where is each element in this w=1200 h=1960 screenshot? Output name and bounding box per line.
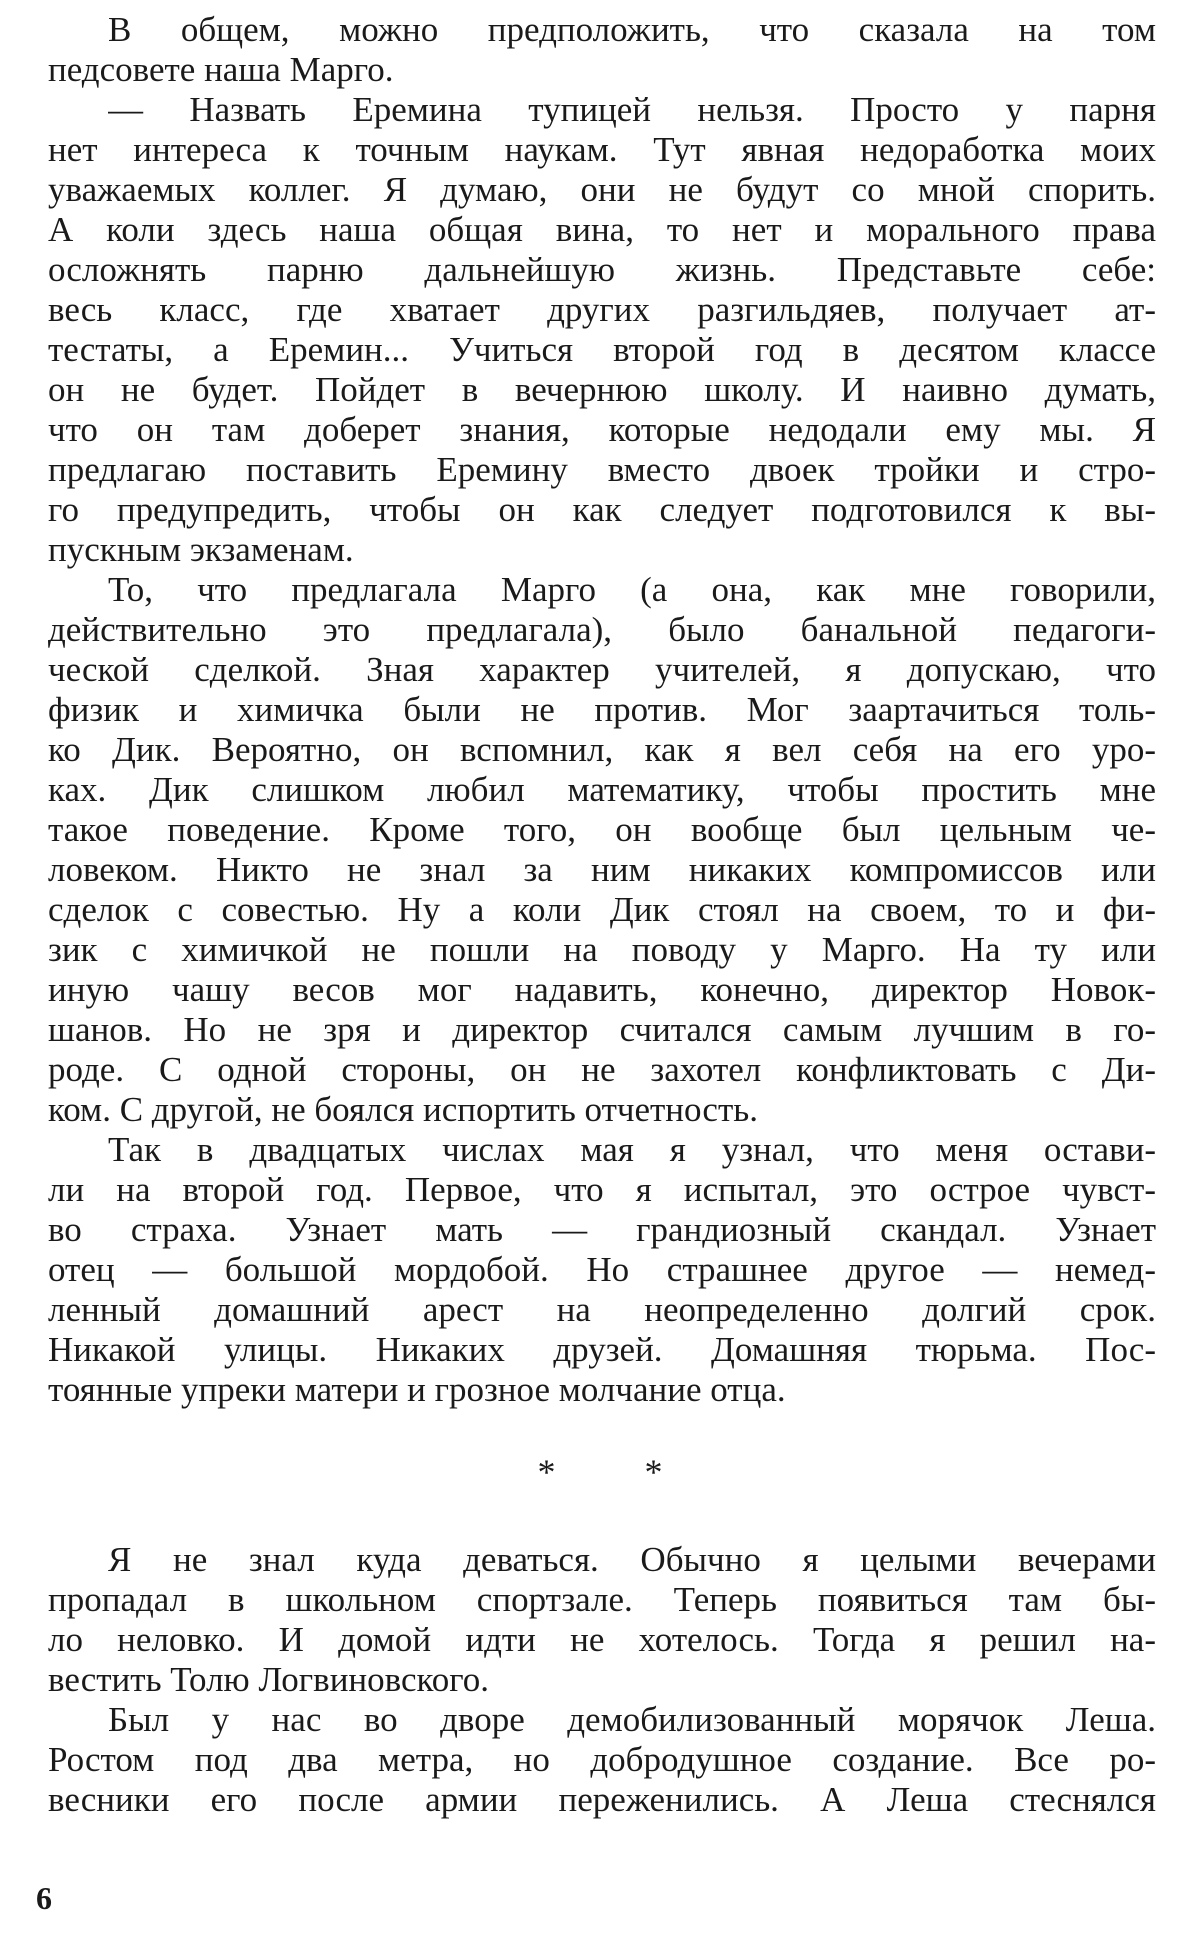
text-line: что он там доберет знания, которые недодали ему мы. Я: [48, 410, 1156, 449]
text-line: Был у нас во дворе демобилизованный морячок Леша.: [108, 1700, 1156, 1739]
text-line: сделок с совестью. Ну а коли Дик стоял на своем, то и фи-: [48, 890, 1156, 929]
text-line: ло неловко. И домой идти не хотелось. Тогда я решил на-: [48, 1620, 1156, 1659]
text-line: тоянные упреки матери и грозное молчание отца.: [48, 1370, 786, 1409]
text-line: А коли здесь наша общая вина, то нет и морального права: [48, 210, 1156, 249]
text-line: То, что предлагала Марго (а она, как мне говорили,: [108, 570, 1156, 609]
text-line: уважаемых коллег. Я думаю, они не будут со мной спорить.: [48, 170, 1156, 209]
text-line: тестаты, а Еремин... Учиться второй год в десятом классе: [48, 330, 1156, 369]
text-line: во страха. Узнает мать — грандиозный скандал. Узнает: [48, 1210, 1156, 1249]
text-line: предлагаю поставить Еремину вместо двоек тройки и стро-: [48, 450, 1156, 489]
text-line: весь класс, где хватает других разгильдяев, получает ат-: [48, 290, 1156, 329]
text-line: пускным экзаменам.: [48, 530, 354, 569]
text-line: — Назвать Еремина тупицей нельзя. Просто у парня: [108, 90, 1156, 129]
text-line: осложнять парню дальнейшую жизнь. Представьте себе:: [48, 250, 1156, 289]
text-line: иную чашу весов мог надавить, конечно, директор Новок-: [48, 970, 1156, 1009]
text-line: ческой сделкой. Зная характер учителей, я допускаю, что: [48, 650, 1156, 689]
text-line: весники его после армии переженились. А Леша стеснялся: [48, 1780, 1156, 1819]
text-line: ли на второй год. Первое, что я испытал, это острое чувст-: [48, 1170, 1156, 1209]
page-number: 6: [36, 1880, 52, 1916]
text-line: зик с химичкой не пошли на поводу у Марго. На ту или: [48, 930, 1156, 969]
text-line: пропадал в школьном спортзале. Теперь появиться там бы-: [48, 1580, 1156, 1619]
text-line: отец — большой мордобой. Но страшнее другое — немед-: [48, 1250, 1156, 1289]
text-line: ловеком. Никто не знал за ним никаких компромиссов или: [48, 850, 1156, 889]
text-line: нет интереса к точным наукам. Тут явная недоработка моих: [48, 130, 1156, 169]
text-line: действительно это предлагала), было банальной педагоги-: [48, 610, 1156, 649]
text-line: ком. С другой, не боялся испортить отчетность.: [48, 1090, 758, 1129]
text-line: Никакой улицы. Никаких друзей. Домашняя тюрьма. Пос-: [48, 1330, 1156, 1369]
section-separator: * *: [537, 1452, 703, 1492]
text-line: Ростом под два метра, но добродушное создание. Все ро-: [48, 1740, 1156, 1779]
text-line: шанов. Но не зря и директор считался самым лучшим в го-: [48, 1010, 1156, 1049]
text-line: вестить Толю Логвиновского.: [48, 1660, 489, 1699]
text-line: ках. Дик слишком любил математику, чтобы простить мне: [48, 770, 1156, 809]
text-line: ко Дик. Вероятно, он вспомнил, как я вел себя на его уро-: [48, 730, 1156, 769]
text-line: го предупредить, чтобы он как следует подготовился к вы-: [48, 490, 1156, 529]
text-line: Я не знал куда деваться. Обычно я целыми вечерами: [108, 1540, 1156, 1579]
text-line: В общем, можно предположить, что сказала на том: [108, 10, 1156, 49]
text-line: физик и химичка были не против. Мог заартачиться толь-: [48, 690, 1156, 729]
text-line: такое поведение. Кроме того, он вообще был цельным че-: [48, 810, 1156, 849]
text-line: роде. С одной стороны, он не захотел конфликтовать с Ди-: [48, 1050, 1156, 1089]
text-line: ленный домашний арест на неопределенно долгий срок.: [48, 1290, 1156, 1329]
text-line: педсовете наша Марго.: [48, 50, 394, 89]
text-line: Так в двадцатых числах мая я узнал, что меня остави-: [108, 1130, 1156, 1169]
text-line: он не будет. Пойдет в вечернюю школу. И наивно думать,: [48, 370, 1156, 409]
